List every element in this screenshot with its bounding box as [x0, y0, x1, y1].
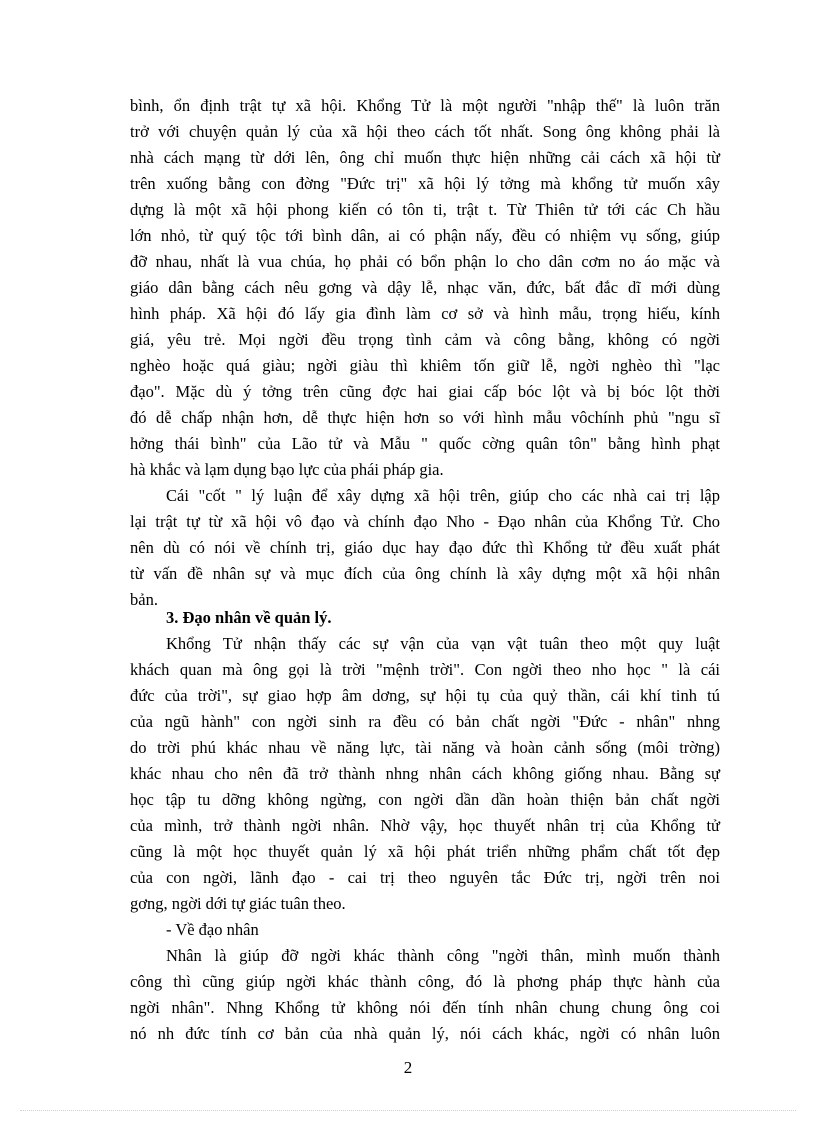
text-line: nhà cách mạng từ dới lên, ông chỉ muốn thực hiện những cải cách xã hội từ — [130, 148, 720, 167]
text-line: hà khắc và lạm dụng bạo lực của phái pháp gia. — [130, 460, 444, 479]
text-line: gơng, ngời dới tự giác tuân theo. — [130, 894, 346, 913]
text-line: ngời nhân". Nhng Khổng tử không nói đến tính nhân chung chung ông coi — [130, 998, 720, 1017]
text-line: trở với chuyện quản lý của xã hội theo cách tốt nhất. Song ông không phải là — [130, 122, 720, 141]
text-line: bản. — [130, 590, 158, 609]
section-heading: 3. Đạo nhân về quản lý. — [166, 608, 332, 627]
subheading: - Về đạo nhân — [166, 920, 259, 939]
text-line: nghèo hoặc quá giàu; ngời giàu thì khiêm tốn giữ lễ, ngời nghèo thì "lạc — [130, 356, 720, 375]
text-line: đức của trời", sự giao hợp âm dơng, sự hội tụ của quỷ thần, cái khí tinh tú — [130, 686, 720, 705]
text-line: công thì cũng giúp ngời khác thành công, đó là phơng pháp thực hành của — [130, 972, 720, 991]
text-line: đạo". Mặc dù ý tởng trên cũng đợc hai giai cấp bóc lột và bị bóc lột thời — [130, 382, 720, 401]
text-line: bình, ổn định trật tự xã hội. Khổng Tử là một người "nhập thế" là luôn trăn — [130, 96, 720, 115]
text-line: hình pháp. Xã hội đó lấy gia đình làm cơ sở và hình mẫu, trọng hiếu, kính — [130, 304, 720, 323]
text-line: hởng thái bình" của Lão tử và Mẫu " quốc cờng quân tôn" bằng hình phạt — [130, 434, 720, 453]
text-line: khác nhau cho nên đã trở thành nhng nhân cách không giống nhau. Bằng sự — [130, 764, 720, 783]
text-line: đỡ nhau, nhất là vua chúa, họ phải có bổn phận lo cho dân cơm no áo mặc và — [130, 252, 720, 271]
page-number: 2 — [403, 1058, 413, 1077]
text-line: khách quan mà ông gọi là trời "mệnh trời". Con ngời theo nho học " là cái — [130, 660, 720, 679]
text-line: lại trật tự từ xã hội vô đạo và chính đạo Nho - Đạo nhân của Khổng Tử. Cho — [130, 512, 720, 531]
paragraph-first-line: Cái "cốt " lý luận để xây dựng xã hội trên, giúp cho các nhà cai trị lập — [166, 486, 720, 505]
text-line: giá, yêu trẻ. Mọi ngời đều trọng tình cảm và công bằng, không có ngời — [130, 330, 720, 349]
text-line: trên xuống bằng con đờng "Đức trị" xã hội lý tởng mà khổng tử muốn xây — [130, 174, 720, 193]
text-line: đó dễ chấp nhận hơn, dễ thực hiện hơn so với hình mẫu vôchính phủ "ngu sĩ — [130, 408, 720, 427]
page-bottom-divider — [20, 1110, 796, 1111]
text-line: dựng là một xã hội phong kiến có tôn ti, trật t. Từ Thiên tử tới các Ch hầu — [130, 200, 720, 219]
paragraph-first-line: Nhân là giúp đỡ ngời khác thành công "ngời thân, mình muốn thành — [166, 946, 720, 965]
paragraph-first-line: Khổng Tử nhận thấy các sự vận của vạn vật tuân theo một quy luật — [166, 634, 720, 653]
text-line: giáo dân bằng cách nêu gơng và dậy lễ, nhạc văn, đức, bất đắc dĩ mới dùng — [130, 278, 720, 297]
text-line: lớn nhỏ, từ quý tộc tới bình dân, ai có phận nấy, đều có nhiệm vụ sống, giúp — [130, 226, 720, 245]
text-line: học tập tu dỡng không ngừng, con ngời dần dần hoàn thiện bản chất ngời — [130, 790, 720, 809]
text-line: nên dù có nói về chính trị, giáo dục hay đạo đức thì Khổng tử đều xuất phát — [130, 538, 720, 557]
text-line: của ngũ hành" con ngời sinh ra đều có bản chất ngời "Đức - nhân" nhng — [130, 712, 720, 731]
text-line: nó nh đức tính cơ bản của nhà quản lý, nói cách khác, ngời có nhân luôn — [130, 1024, 720, 1043]
text-line: do trời phú khác nhau về năng lực, tài năng và hoàn cảnh sống (môi trờng) — [130, 738, 720, 757]
text-line: cũng là một học thuyết quản lý xã hội phát triển những phẩm chất tốt đẹp — [130, 842, 720, 861]
text-line: của con ngời, lãnh đạo - cai trị theo nguyên tắc Đức trị, ngời trên noi — [130, 868, 720, 887]
text-line: từ vấn đề nhân sự và mục đích của ông chính là xây dựng một xã hội nhân — [130, 564, 720, 583]
text-line: của mình, trở thành ngời nhân. Nhờ vậy, học thuyết nhân trị của Khổng tử — [130, 816, 720, 835]
